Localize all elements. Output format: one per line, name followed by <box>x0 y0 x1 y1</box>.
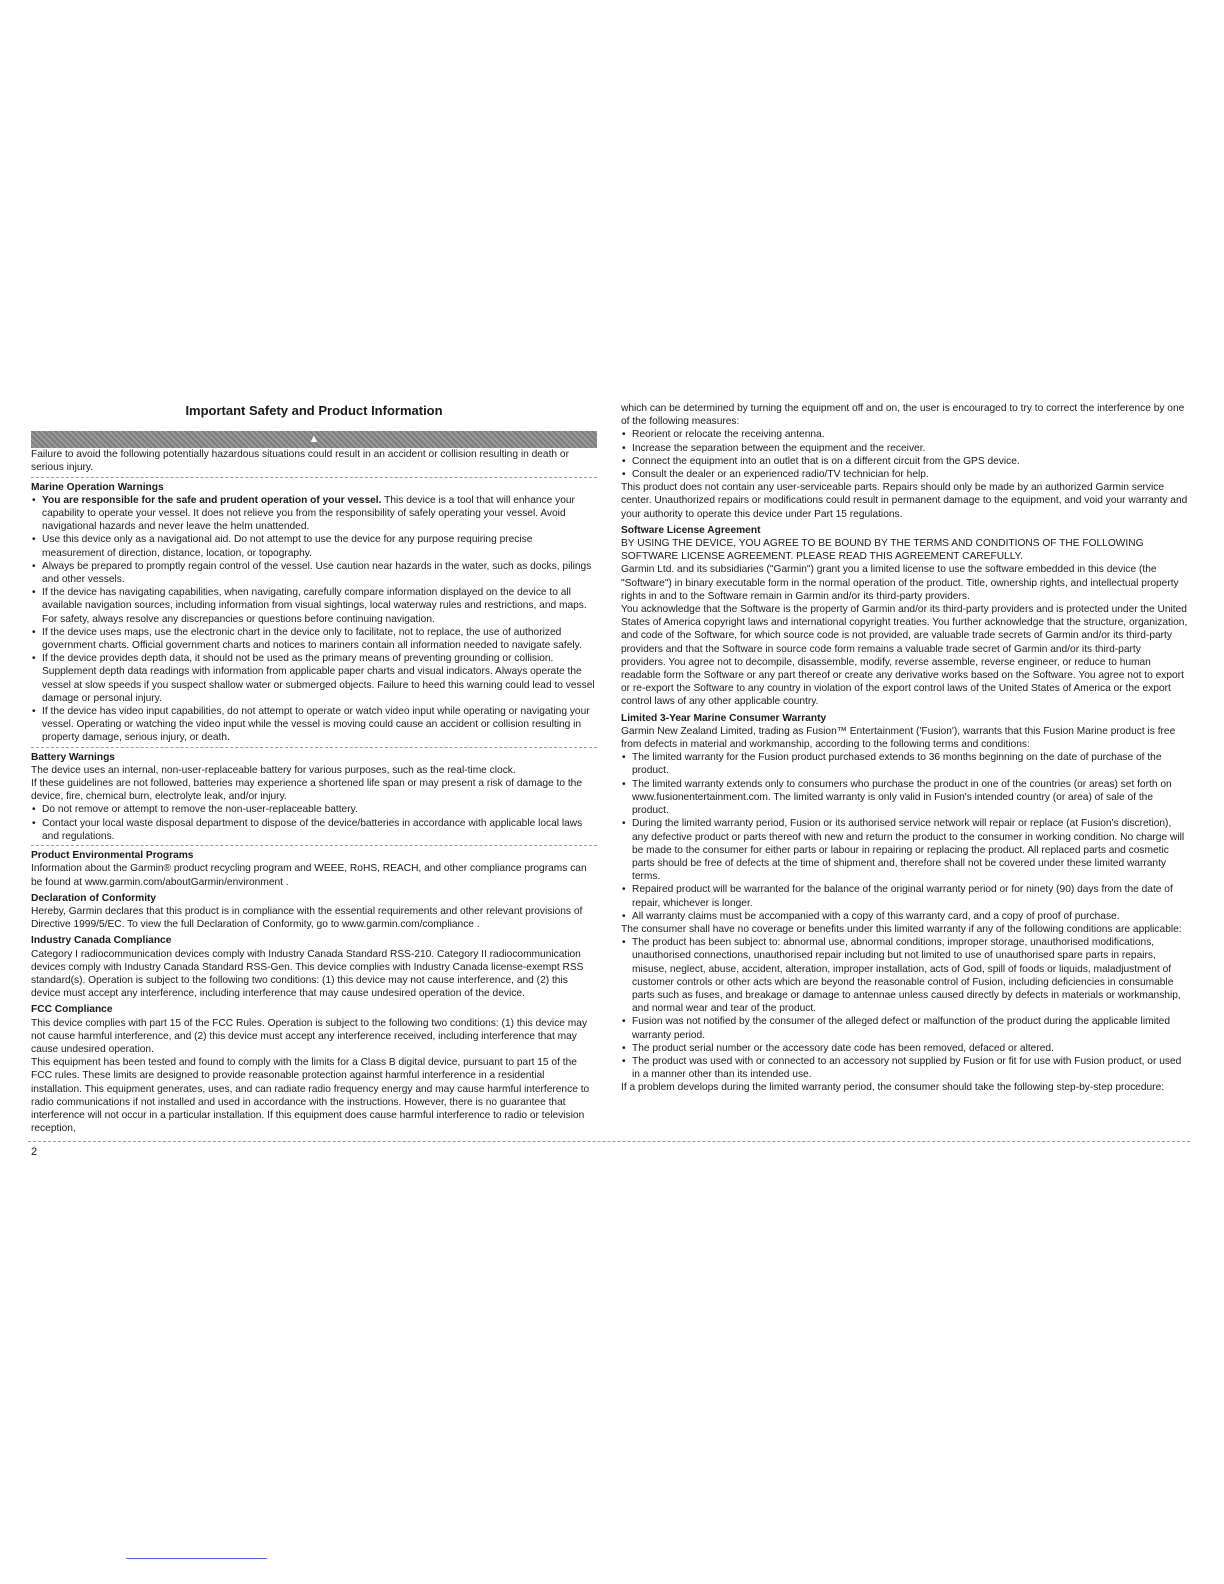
fcc-note: This product does not contain any user-serviceable parts. Repairs should only be made by an authorized Garmin service center. Unauthorized repairs or modifications could result in permanent damage to the equipment, and void your warranty and your authority to operate this device under Part 15 regulations. <box>621 482 1188 520</box>
list-item: • If the device provides depth data, it should not be used as the primary means of preventing grounding or collision. Supplement depth data readings with information from applicable paper charts and visual indicators. Always operate the vessel at slow speeds if you suspect shallow water or submerged objects. Failure to heed this warning could lead to vessel damage or personal injury. <box>31 652 597 705</box>
fcc-text: This equipment has been tested and found to comply with the limits for a Class B digital device, pursuant to part 15 of the FCC rules. These limits are designed to provide reasonable protection against harmful interference in a residential installation. This equipment generates, uses, and can radiate radio frequency energy and may cause harmful interference to radio communications if not installed and used in accordance with the instructions. However, there is no guarantee that interference will not occur in a particular installation. If this equipment does cause harmful interference to radio or television reception, <box>31 1057 590 1135</box>
list-item: • Increase the separation between the equipment and the receiver. <box>621 442 1188 455</box>
warning-intro: Failure to avoid the following potentially hazardous situations could result in an accident or collision resulting in death or serious injury. <box>31 448 597 477</box>
conformity-text: Hereby, Garmin declares that this product is in compliance with the essential requirements and other relevant provisions of Directive 1999/5/EC. To view the full Declaration of Conformity, go to www.garmin.com/compliance . <box>31 905 583 931</box>
fcc-heading: FCC Compliance <box>31 1004 113 1016</box>
list-item: • If the device has navigating capabilities, when navigating, carefully compare information displayed on the device to all available navigation sources, including information from visual sightings, local waterway rules and restrictions, and maps. For safety, always resolve any discrepancies or questions before continuing navigation. <box>31 586 597 626</box>
list-item: • If the device has video input capabilities, do not attempt to operate or watch video input while operating or navigating your vessel. Operating or watching the video input while the vessel is moving could cause an accident or collision resulting in property damage, serious injury, or death. <box>31 705 597 745</box>
marine-heading: Marine Operation Warnings <box>31 481 164 493</box>
right-column <box>621 402 1188 1095</box>
list-item: • Consult the dealer or an experienced radio/TV technician for help. <box>621 468 1188 481</box>
conditions-list <box>621 936 1188 1081</box>
list-item: • During the limited warranty period, Fusion or its authorised service network will repair or replace (at Fusion's discretion), any defective product or parts thereof with new and return the product to the consumer in working condition. No charge will be made to the consumer for either parts or labour in repairing or replacing the product. All replaced parts and cosmetic parts should be free of defects at the time of shipment and, therefore shall not be covered under these limited warranty terms. <box>621 817 1188 883</box>
warranty-closing: If a problem develops during the limited warranty period, the consumer should take the following step-by-step procedure: <box>621 1082 1165 1094</box>
fcc-measures-list <box>621 428 1188 481</box>
list-item: • The product has been subject to: abnormal use, abnormal conditions, improper storage, unauthorised modifications, unauthorised connections, unauthorised repair including but not limited to use of unauthorised spare parts in repairs, misuse, neglect, abuse, accident, alteration, improper installation, acts of God, spill of foods or liquids, maladjustment of customer controls or other acts which are beyond the reasonable control of Fusion, including deficiencies in consumable parts such as fuses, and breakage or damage to antennae unless caused directly by defects in materials or workmanship, and normal wear and tear of the product. <box>621 936 1188 1015</box>
environmental-text: Information about the Garmin® product recycling program and WEEE, RoHS, REACH, and other compliance programs can be found at www.garmin.com/aboutGarmin/environment . <box>31 863 587 888</box>
marine-item-text: This device is a tool that will enhance your capability to operate your vessel. It does not relieve you from the responsibility of safely operating your vessel. Avoid navigational hazards and never leave the helm unattended. <box>42 494 575 533</box>
list-item: • The product serial number or the accessory date code has been removed, defaced or altered. <box>621 1042 1188 1055</box>
bottom-underline <box>126 1558 267 1559</box>
battery-heading: Battery Warnings <box>31 751 115 763</box>
list-item: • If the device uses maps, use the electronic chart in the device only to facilitate, not to replace, the use of authorized government charts. Official government charts and notices to mariners contain all information needed to navigate safely. <box>31 626 597 652</box>
canada-heading: Industry Canada Compliance <box>31 935 172 947</box>
list-item: • Use this device only as a navigational aid. Do not attempt to use the device for any purpose requiring precise measurement of direction, distance, location, or topography. <box>31 533 597 559</box>
conformity-heading: Declaration of Conformity <box>31 892 157 904</box>
page-title: Important Safety and Product Information <box>185 403 443 418</box>
license-text: You acknowledge that the Software is the property of Garmin and/or its third-party providers and is protected under the United States of America copyright laws and international copyright treaties. You further acknowledge that the structure, organization, and code of the Software, for which source code is not provided, are valuable trade secrets of Garmin and/or its third-party providers and that the Software in source code form remains a valuable trade secret of Garmin and/or its third-party providers. You agree not to decompile, disassemble, modify, reverse assemble, reverse engineer, or reduce to human readable form the Software or any part thereof or create any derivative works based on the Software. You agree not to export or re-export the Software to any country in violation of the export control laws of the United States of America or the export control laws of any other applicable country. <box>621 604 1188 708</box>
list-item: • The limited warranty extends only to consumers who purchase the product in one of the countries (or areas) set forth on www.fusionentertainment.com. The limited warranty is only valid in Fusion's intended country (or area) of sale of the product. <box>621 778 1188 818</box>
list-item: • Fusion was not notified by the consumer of the alleged defect or malfunction of the product during the applicable limited warranty period. <box>621 1015 1188 1041</box>
list-item: • The product was used with or connected to an accessory not supplied by Fusion or fit for use with Fusion product, or used in a manner other than its intended use. <box>621 1055 1188 1081</box>
warning-triangle-icon: ▲ <box>308 433 320 446</box>
page-number: 2 <box>31 1146 38 1158</box>
fcc-text: This device complies with part 15 of the FCC Rules. Operation is subject to the following two conditions: (1) this device may not cause harmful interference, and (2) this device must accept any interference received, including interference that may cause undesired operation. <box>31 1017 588 1055</box>
list-item: • Reorient or relocate the receiving antenna. <box>621 428 1188 441</box>
battery-text: The device uses an internal, non-user-replaceable battery for various purposes, such as the real-time clock. <box>31 764 516 776</box>
left-column <box>31 398 597 1135</box>
battery-list <box>31 803 597 846</box>
fcc-continued-text: which can be determined by turning the equipment off and on, the user is encouraged to try to correct the interference by one of the following measures: <box>621 403 1185 428</box>
canada-text: Category I radiocommunication devices comply with Industry Canada Standard RSS-210. Category II radiocommunication devices comply with Industry Canada Standard RSS-Gen. This device complies with Industry Canada license-exempt RSS standard(s). Operation is subject to the following two conditions: (1) this device may not cause interference, and (2) this device must accept any interference, including interference that may cause undesired operation of the device. <box>31 948 584 1000</box>
page-footer-rule <box>28 1141 1190 1142</box>
list-item: • Connect the equipment into an outlet that is on a different circuit from the GPS device. <box>621 455 1188 468</box>
license-text: BY USING THE DEVICE, YOU AGREE TO BE BOUND BY THE TERMS AND CONDITIONS OF THE FOLLOWING SOFTWARE LICENSE AGREEMENT. PLEASE READ THIS AGREEMENT CAREFULLY. <box>621 538 1144 563</box>
marine-list <box>31 494 597 748</box>
list-item: • Contact your local waste disposal department to dispose of the device/batteries in accordance with applicable local laws and regulations. <box>31 817 597 843</box>
warranty-intro: Garmin New Zealand Limited, trading as Fusion™ Entertainment ('Fusion'), warrants that this Fusion Marine product is free from defects in material and workmanship, according to the following terms and conditions: <box>621 725 1176 751</box>
warranty-heading: Limited 3-Year Marine Consumer Warranty <box>621 712 827 724</box>
list-item: • Do not remove or attempt to remove the non-user-replaceable battery. <box>31 803 597 816</box>
license-heading: Software License Agreement <box>621 524 761 536</box>
conditions-intro: The consumer shall have no coverage or benefits under this limited warranty if any of the following conditions are applicable: <box>621 923 1182 935</box>
list-item: • The limited warranty for the Fusion product purchased extends to 36 months beginning on the date of purchase of the product. <box>621 751 1188 777</box>
list-item <box>31 494 597 534</box>
list-item: • Repaired product will be warranted for the balance of the original warranty period or for ninety (90) days from the date of repair, whichever is longer. <box>621 883 1188 909</box>
warranty-list <box>621 751 1188 923</box>
list-item: • All warranty claims must be accompanied with a copy of this warranty card, and a copy of proof of purchase. <box>621 910 1188 923</box>
list-item: • Always be prepared to promptly regain control of the vessel. Use caution near hazards in the water, such as docks, pilings and other vessels. <box>31 560 597 586</box>
environmental-heading: Product Environmental Programs <box>31 850 194 862</box>
license-text: Garmin Ltd. and its subsidiaries ("Garmin") grant you a limited license to use the software embedded in this device (the "Software") in binary executable form in the normal operation of the product. Title, ownership rights, and intellectual property rights in and to the Software remain in Garmin and/or its third-party providers. <box>621 564 1179 602</box>
warning-banner <box>31 431 597 448</box>
marine-item-bold: You are responsible for the safe and prudent operation of your vessel. <box>42 494 382 506</box>
battery-text: If these guidelines are not followed, batteries may experience a shortened life span or may present a risk of damage to the device, fire, chemical burn, electrolyte leak, and/or injury. <box>31 778 583 803</box>
